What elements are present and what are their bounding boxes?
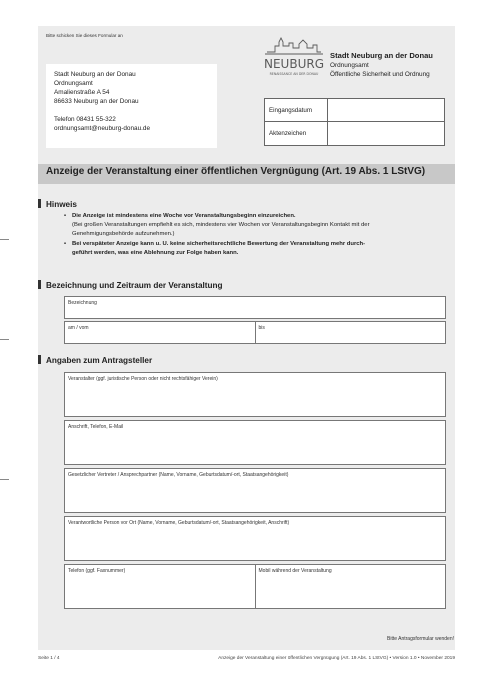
page-number: Seite 1 / 4 xyxy=(38,656,60,661)
turn-page-hint: Bitte Antragsformular wenden! xyxy=(387,636,454,642)
notice-item: • Die Anzeige ist mindestens eine Woche vor Veranstaltungsbeginn einzureichen. (Bei großen Veranstaltungen empfiehlt es sich, mindestens vier Wochen vor Veranstaltungsbeginn Kontakt mit der Genehmigungsbehörde aufzunehmen.) xyxy=(64,212,446,240)
recipient-line: Stadt Neuburg an der Donau xyxy=(54,71,136,78)
received-date-field[interactable] xyxy=(328,99,444,121)
recipient-line: Ordnungsamt xyxy=(54,80,93,87)
event-period-row xyxy=(64,321,446,344)
authority-dept: Ordnungsamt xyxy=(330,62,369,69)
received-date-label: Eingangsdatum xyxy=(265,99,328,121)
onsite-responsible-field[interactable]: Verantwortliche Person vor Ort (Name, Vorname, Geburtsdatum/-ort, Staatsangehörigkeit, Anschrift) xyxy=(64,516,446,561)
event-to-field[interactable]: bis xyxy=(255,322,446,343)
notice-item: • Bei verspäteter Anzeige kann u. U. keine sicherheitsrechtliche Bewertung der Veranstaltung mehr durch- geführt werden, was eine Ablehnung zur Folge haben kann. xyxy=(64,240,446,258)
event-name-field[interactable]: Bezeichnung xyxy=(64,296,446,319)
document-info: Anzeige der Veranstaltung einer öffentlichen Vergnügung (Art. 19 Abs. 1 LStVG) • Version 1.0 • November 2019 xyxy=(218,656,455,661)
mobile-field[interactable]: Mobil während der Veranstaltung xyxy=(255,565,446,608)
event-heading: Bezeichnung und Zeitraum der Veranstaltung xyxy=(38,280,223,290)
fold-mark-top xyxy=(0,239,9,240)
recipient-line: Amalienstraße A 54 xyxy=(54,89,110,96)
legal-representative-field[interactable]: Gesetzlicher Vertreter / Ansprechpartner (Name, Vorname, Geburtsdatum/-ort, Staatsangehörigkeit) xyxy=(64,468,446,513)
authority-unit: Öffentliche Sicherheit und Ordnung xyxy=(330,71,430,78)
phone-field[interactable]: Telefon (ggf. Faxnummer) xyxy=(68,568,126,574)
registry-table xyxy=(264,98,445,146)
file-number-field[interactable] xyxy=(328,122,444,145)
notice-list xyxy=(64,212,446,258)
authority-block xyxy=(330,51,433,79)
recipient-phone: Telefon 08431 55-322 xyxy=(54,116,116,123)
notice-heading: Hinweis xyxy=(38,199,77,209)
form-title: Anzeige der Veranstaltung einer öffentlichen Vergnügung (Art. 19 Abs. 1 LStVG) xyxy=(46,166,426,177)
punch-mark xyxy=(0,339,9,340)
recipient-email: ordnungsamt@neuburg-donau.de xyxy=(54,125,151,132)
authority-name: Stadt Neuburg an der Donau xyxy=(330,51,433,60)
logo-word: NEUBURG xyxy=(264,57,324,71)
applicant-heading: Angaben zum Antragsteller xyxy=(38,355,152,365)
organizer-field[interactable]: Veranstalter (ggf. juristische Person oder nicht rechtsfähiger Verein) xyxy=(64,372,446,417)
recipient-line: 86633 Neuburg an der Donau xyxy=(54,98,139,105)
event-from-field[interactable]: am / vom xyxy=(68,325,89,331)
address-field[interactable]: Anschrift, Telefon, E-Mail xyxy=(64,420,446,465)
logo-tagline: RENAISSANCE AN DER DONAU xyxy=(269,72,319,76)
send-hint: Bitte schicken Sie dieses Formular an xyxy=(46,33,123,38)
file-number-label: Aktenzeichen xyxy=(265,122,328,145)
fold-mark-bottom xyxy=(0,479,9,480)
neuburg-logo xyxy=(263,36,325,80)
recipient-address-box xyxy=(46,64,217,148)
contact-row xyxy=(64,564,446,609)
